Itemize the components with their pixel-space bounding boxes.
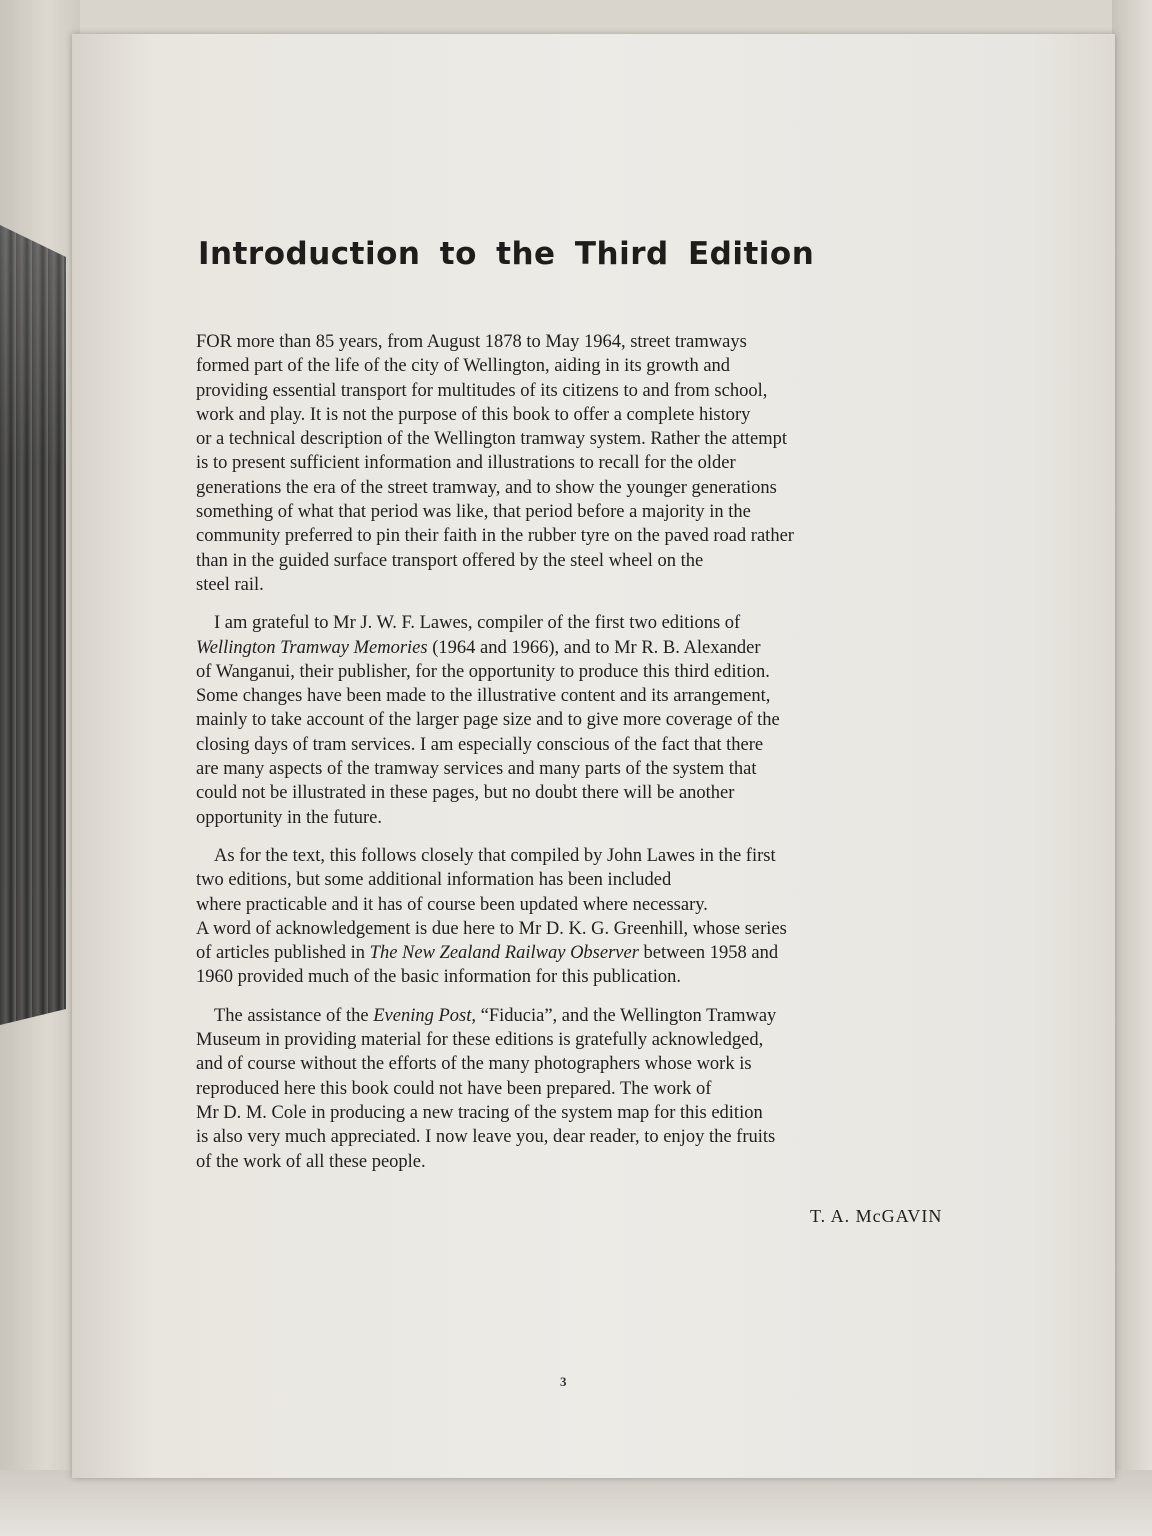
text-line: [196, 636, 946, 660]
text-line: mainly to take account of the larger page size and to give more coverage of the: [196, 710, 780, 731]
journal-title: The New Zealand Railway Observer: [369, 943, 639, 964]
text-line: are many aspects of the tramway services and many parts of the system that: [196, 759, 757, 780]
page-edge-right: [1112, 0, 1152, 1536]
paragraph-1: [196, 330, 946, 597]
text-line: reproduced here this book could not have been prepared. The work of: [196, 1078, 712, 1099]
text-line: is to present sufficient information and illustrations to recall for the older: [196, 453, 736, 474]
text-line: formed part of the life of the city of Wellington, aiding in its growth and: [196, 356, 731, 377]
text-line: closing days of tram services. I am especially conscious of the fact that there: [196, 734, 764, 755]
text-line: FOR more than 85 years, from August 1878 to May 1964, street tramways: [196, 332, 747, 352]
text-line: As for the text, this follows closely that compiled by John Lawes in the first: [214, 845, 776, 866]
text-line: 1960 provided much of the basic information for this publication.: [196, 967, 682, 988]
text-line: community preferred to pin their faith in the rubber tyre on the paved road rather: [196, 526, 794, 547]
book-title: Wellington Tramway Memories: [196, 637, 428, 658]
text-fragment: “Fiducia”, and the Wellington Tramway: [476, 1005, 777, 1026]
author-signature: T. A. McGAVIN: [810, 1206, 943, 1226]
paragraph-2: [196, 611, 946, 830]
introduction-body: [196, 330, 946, 1188]
page-title: Introduction to the Third Edition: [198, 236, 815, 272]
text-fragment: (1964 and 1966), and to Mr R. B. Alexander: [427, 637, 761, 658]
text-line: [196, 941, 946, 965]
text-line: two editions, but some additional information has been included: [196, 870, 672, 891]
text-line: steel rail.: [196, 574, 264, 595]
text-line: is also very much appreciated. I now leave you, dear reader, to enjoy the fruits: [196, 1127, 776, 1148]
text-line: work and play. It is not the purpose of this book to offer a complete history: [196, 404, 751, 425]
text-line: of Wanganui, their publisher, for the opportunity to produce this third edition.: [196, 661, 770, 682]
page-number: 3: [560, 1374, 567, 1389]
facing-page-photo: [0, 225, 66, 1025]
text-fragment: between 1958 and: [638, 943, 779, 964]
text-line: providing essential transport for multitudes of its citizens to and from school,: [196, 380, 768, 401]
text-line: of the work of all these people.: [196, 1151, 426, 1172]
text-line: Some changes have been made to the illustrative content and its arrangement,: [196, 686, 771, 707]
text-line: and of course without the efforts of the many photographers whose work is: [196, 1054, 752, 1075]
text-fragment: The assistance of the: [214, 1005, 374, 1026]
text-line: or a technical description of the Wellington tramway system. Rather the attempt: [196, 429, 788, 450]
text-fragment: of articles published in: [196, 943, 370, 964]
newspaper-title: Evening Post,: [373, 1005, 477, 1026]
text-line: generations the era of the street tramway, and to show the younger generations: [196, 477, 777, 498]
paragraph-4: [196, 1004, 946, 1174]
text-line: where practicable and it has of course been updated where necessary.: [196, 894, 708, 915]
text-line: [196, 1004, 946, 1028]
text-line: Mr D. M. Cole in producing a new tracing of the system map for this edition: [196, 1102, 763, 1123]
text-line: than in the guided surface transport offered by the steel wheel on the: [196, 550, 704, 571]
text-line: something of what that period was like, that period before a majority in the: [196, 502, 751, 523]
text-line: could not be illustrated in these pages, but no doubt there will be another: [196, 783, 735, 804]
text-line: I am grateful to Mr J. W. F. Lawes, compiler of the first two editions of: [214, 613, 741, 634]
text-line: opportunity in the future.: [196, 807, 382, 828]
paragraph-3: [196, 844, 946, 990]
text-line: Museum in providing material for these editions is gratefully acknowledged,: [196, 1030, 764, 1051]
table-surface: [0, 1470, 1152, 1536]
facing-page: [0, 0, 80, 1536]
text-line: A word of acknowledgement is due here to Mr D. K. G. Greenhill, whose series: [196, 918, 787, 939]
